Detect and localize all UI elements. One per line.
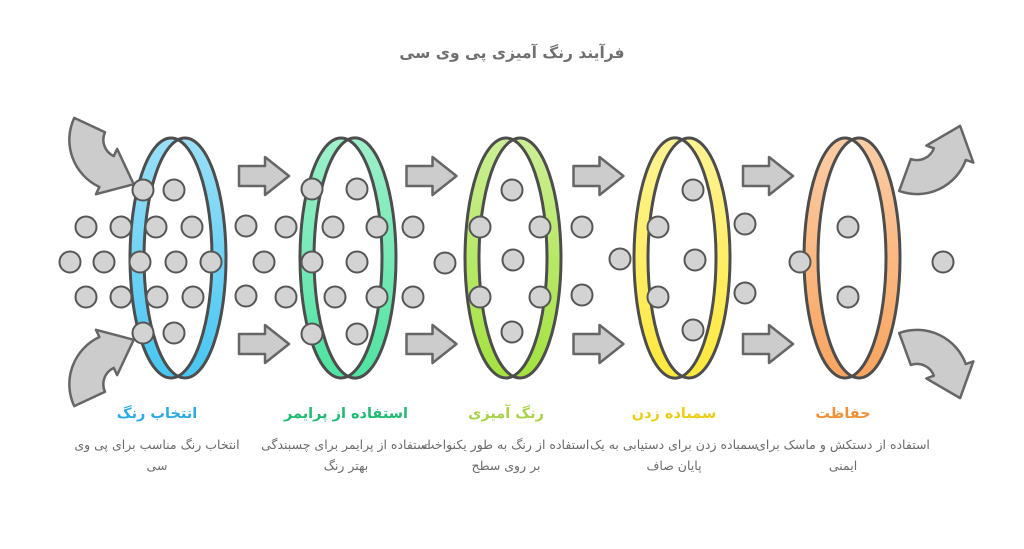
particle-dot	[183, 287, 204, 308]
step-label: سمباده زدن	[631, 406, 717, 422]
particle-dot	[254, 252, 275, 273]
step-label: حفاظت	[815, 406, 871, 422]
outflow-arrow-bottom-group	[899, 313, 983, 411]
outflow-arrow-bottom	[899, 313, 983, 411]
particle-dot	[302, 324, 323, 345]
step-column-1	[62, 406, 252, 477]
particle-dot	[164, 180, 185, 201]
particle-dot	[470, 287, 491, 308]
particle-dot	[236, 216, 257, 237]
particle-dot	[470, 217, 491, 238]
particle-dot	[111, 287, 132, 308]
step-label: انتخاب رنگ	[116, 406, 198, 422]
particle-dot	[683, 320, 704, 341]
particle-dot	[147, 287, 168, 308]
step-description: انتخاب رنگ مناسب برای پی وی سی	[74, 437, 240, 474]
particle-dot	[790, 252, 811, 273]
particle-dot	[367, 217, 388, 238]
particle-dot	[933, 252, 954, 273]
particle-dot	[683, 180, 704, 201]
particle-dot	[182, 217, 203, 238]
particle-dot	[76, 287, 97, 308]
particle-dot	[502, 322, 523, 343]
step-description: سمباده زدن برای دستیابی به یک پایان صاف	[590, 437, 758, 474]
step-label: استفاده از پرایمر	[283, 406, 409, 422]
step-label: رنگ آمیزی	[468, 406, 544, 422]
step-column-4	[579, 406, 769, 477]
particle-dot	[94, 252, 115, 273]
particle-dot	[276, 287, 297, 308]
particle-dot	[648, 287, 669, 308]
particle-dot	[276, 217, 297, 238]
particle-dot	[502, 180, 523, 201]
step-column-3	[411, 406, 601, 477]
particle-dot	[367, 287, 388, 308]
particle-dot	[76, 217, 97, 238]
flow-arrow	[574, 157, 624, 195]
particle-dot	[325, 287, 346, 308]
particle-dot	[323, 217, 344, 238]
particle-dot	[60, 252, 81, 273]
particle-dot	[302, 252, 323, 273]
particle-dot	[530, 287, 551, 308]
flow-arrow	[407, 157, 457, 195]
particle-dot	[530, 217, 551, 238]
particle-dot	[838, 287, 859, 308]
particle-dot	[403, 287, 424, 308]
flow-arrow	[574, 325, 624, 363]
ring-stage-5	[804, 138, 900, 378]
flow-arrow	[743, 157, 793, 195]
particle-dot	[572, 217, 593, 238]
particle-dot	[146, 217, 167, 238]
particle-dot	[166, 252, 187, 273]
particle-dot	[347, 324, 368, 345]
particle-dot	[610, 249, 631, 270]
step-column-5	[748, 406, 938, 477]
particle-dot	[201, 252, 222, 273]
diagram-title: فرآیند رنگ آمیزی پی وی سی	[399, 44, 625, 62]
particle-dot	[302, 179, 323, 200]
outflow-arrow-top	[899, 114, 983, 212]
particle-dot	[347, 179, 368, 200]
step-description: استفاده از دستکش و ماسک برای ایمنی	[756, 437, 930, 474]
flow-arrow	[743, 325, 793, 363]
flow-arrow	[239, 325, 289, 363]
particle-dot	[838, 217, 859, 238]
particle-dot	[503, 250, 524, 271]
particle-dot	[347, 252, 368, 273]
particle-dot	[735, 214, 756, 235]
particle-dot	[236, 286, 257, 307]
particle-dot	[164, 323, 185, 344]
particle-dot	[435, 253, 456, 274]
step-description: استفاده از پرایمر برای چسبندگی بهتر رنگ	[261, 437, 431, 474]
particle-dot	[133, 180, 154, 201]
particle-dot	[130, 252, 151, 273]
ring-stage-4	[634, 138, 730, 378]
flow-arrow	[407, 325, 457, 363]
particle-dot	[111, 217, 132, 238]
particle-dot	[133, 323, 154, 344]
flow-arrow	[239, 157, 289, 195]
step-description: استفاده از رنگ به طور یکنواخت بر روی سطح	[422, 437, 590, 474]
particle-dot	[685, 250, 706, 271]
particle-dot	[572, 285, 593, 306]
particle-dot	[403, 217, 424, 238]
particle-dot	[648, 217, 669, 238]
particle-dot	[735, 283, 756, 304]
